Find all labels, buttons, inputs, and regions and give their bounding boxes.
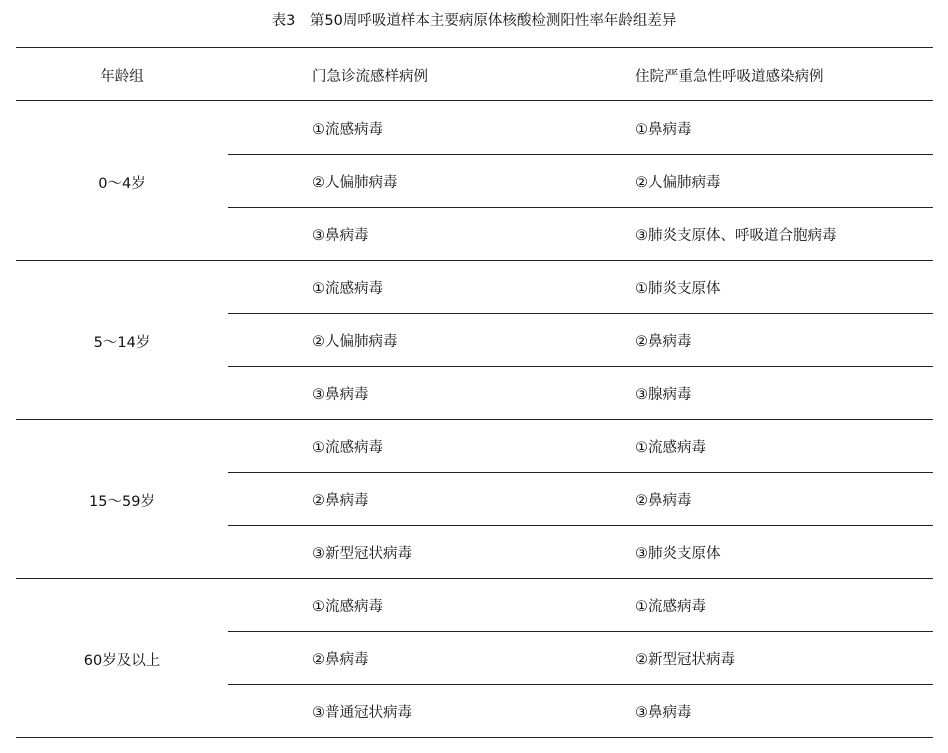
outpatient-cell: ①流感病毒 <box>312 122 383 138</box>
inpatient-cell: ③鼻病毒 <box>635 705 692 721</box>
outpatient-cell: ③新型冠状病毒 <box>312 546 412 562</box>
outpatient-cell: ②人偏肺病毒 <box>312 175 398 191</box>
row-divider <box>228 154 933 155</box>
inpatient-cell: ②新型冠状病毒 <box>635 652 735 668</box>
outpatient-cell: ②鼻病毒 <box>312 652 369 668</box>
inpatient-cell: ①肺炎支原体 <box>635 281 721 297</box>
row-divider <box>228 313 933 314</box>
table-bottom-rule <box>16 737 933 738</box>
inpatient-cell: ②鼻病毒 <box>635 334 692 350</box>
age-group-label: 5～14岁 <box>93 335 151 351</box>
inpatient-cell: ③肺炎支原体、呼吸道合胞病毒 <box>635 228 837 244</box>
group-divider <box>16 578 933 579</box>
outpatient-cell: ②人偏肺病毒 <box>312 334 398 350</box>
row-divider <box>228 525 933 526</box>
group-divider <box>16 419 933 420</box>
header-bottom-rule <box>16 100 933 101</box>
group-divider <box>16 260 933 261</box>
inpatient-cell: ①流感病毒 <box>635 440 706 456</box>
outpatient-cell: ③鼻病毒 <box>312 228 369 244</box>
age-group-label: 60岁及以上 <box>83 653 161 669</box>
inpatient-cell: ②鼻病毒 <box>635 493 692 509</box>
age-group-label: 0～4岁 <box>98 176 146 192</box>
age-group-label: 15～59岁 <box>89 494 155 510</box>
row-divider <box>228 366 933 367</box>
outpatient-cell: ③鼻病毒 <box>312 387 369 403</box>
inpatient-cell: ③肺炎支原体 <box>635 546 721 562</box>
outpatient-cell: ③普通冠状病毒 <box>312 705 412 721</box>
header-age-group: 年龄组 <box>100 69 144 85</box>
row-divider <box>228 207 933 208</box>
header-inpatient: 住院严重急性呼吸道感染病例 <box>635 69 824 85</box>
outpatient-cell: ①流感病毒 <box>312 281 383 297</box>
page-title: 表3 第50周呼吸道样本主要病原体核酸检测阳性率年龄组差异 <box>271 13 677 29</box>
inpatient-cell: ③腺病毒 <box>635 387 692 403</box>
row-divider <box>228 472 933 473</box>
outpatient-cell: ①流感病毒 <box>312 599 383 615</box>
inpatient-cell: ②人偏肺病毒 <box>635 175 721 191</box>
inpatient-cell: ①鼻病毒 <box>635 122 692 138</box>
header-outpatient: 门急诊流感样病例 <box>312 69 428 85</box>
outpatient-cell: ②鼻病毒 <box>312 493 369 509</box>
outpatient-cell: ①流感病毒 <box>312 440 383 456</box>
row-divider <box>228 631 933 632</box>
row-divider <box>228 684 933 685</box>
inpatient-cell: ①流感病毒 <box>635 599 706 615</box>
table-top-rule <box>16 47 933 48</box>
